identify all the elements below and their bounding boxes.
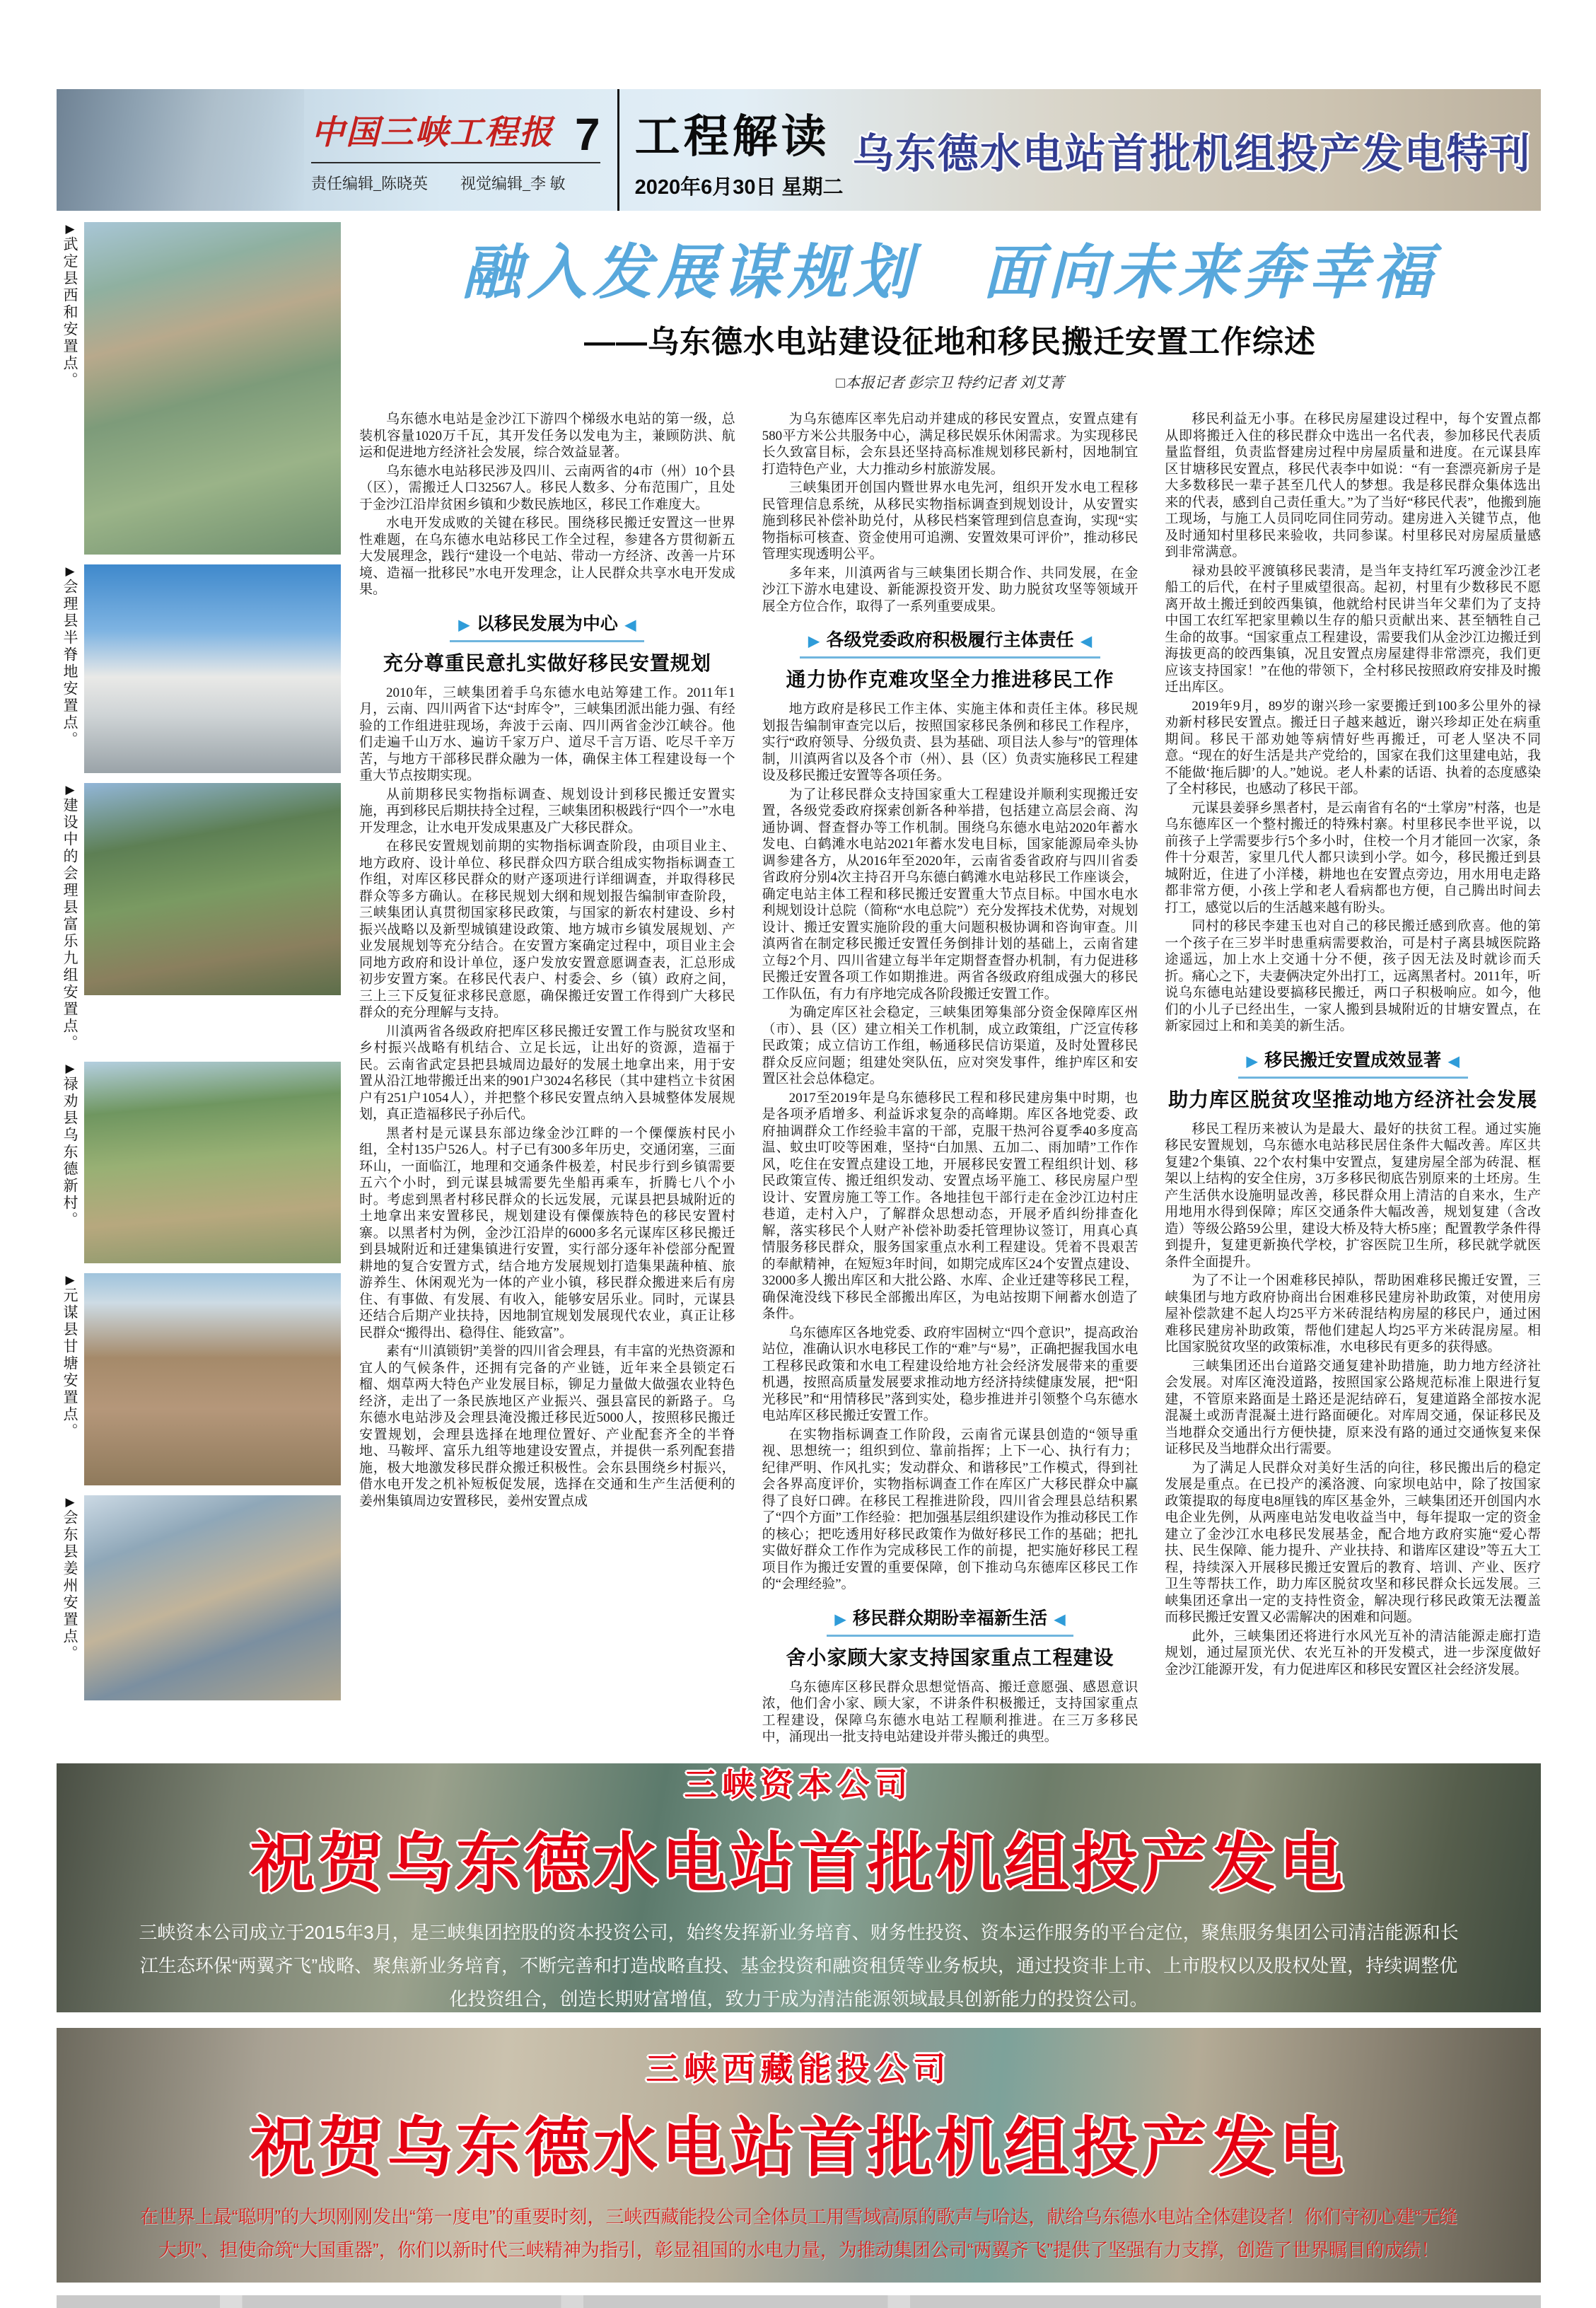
photo-huidong-jiangzhou (84, 1495, 341, 1700)
newspaper-name: 中国三峡工程报 (311, 115, 554, 151)
paragraph: 为了让移民群众支持国家重大工程建设并顺利实现搬迁安置，各级党委政府探索创新各种举措，包括建立高层会商、沟通协调、督查督办等工作机制。围绕乌东德水电站2020年蓄水发电、白鹤滩水电站2021年蓄水发电目标，国家能源局牵头协调参建各方，从2016年至2020年，云南省委省政府与四川省委省政府分别4次主持召开乌东德白鹤滩水电站移民工作座谈会，确定电站主体工程和移民搬迁安置重大节点目标。中国水电水利规划设计总院（简称“水电总院”）充分发挥技术优势，对规划设计、搬迁安置实施阶段的重大问题积极协调和咨询审查。川滇两省在制定移民搬迁安置任务倒排计划的基础上，云南省建立每2个月、四川省建立每半年定期督查督办机制，有力促进移民搬迁安置各项工作如期推进。两省各级政府组成强大的移民工作队伍，有力有序地完成各阶段搬迁安置工作。 (762, 787, 1138, 1002)
paragraph: 素有“川滇锁钥”美誉的四川省会理县，有丰富的光热资源和宜人的气候条件，还拥有完备的产业链，近年来全县锁定石榴、烟草两大特色产业发展目标，铆足力量做大做强农业特色经济，走出了一条民族地区产业振兴、强县富民的新路子。乌东德水电站涉及会理县淹没搬迁移民近5000人，按照移民搬迁安置规划，会理县选择在地理位置好、产业配套齐全的半脊地、马鞍坪、富乐九组等地建设安置点，并提供一系列配套措施，极大地激发移民群众搬迁积极性。会东县围绕乡村振兴，借水电开发之机补短板促发展，选择在交通和生产生活便利的姜州集镇周边安置移民，姜州安置点成 (359, 1344, 735, 1509)
ad-company-name: 三峡西藏能投公司 (646, 2050, 952, 2087)
masthead-left (304, 89, 600, 211)
arrow-right-icon: ▶ (458, 617, 470, 633)
paragraph: 在移民安置规划前期的实物指标调查阶段，由项目业主、地方政府、设计单位、移民群众四方联合组成实物指标调查工作组，对库区移民群众的财产逐项进行详细调查，并取得移民群众等多方确认。在移民规划大纲和规划报告编制审查阶段，三峡集团认真贯彻国家移民政策，与国家的新农村建设、乡村振兴战略以及新型城镇建设政策、地方城市乡镇发展规划、产业发展规划等充分结合。在安置方案确定过程中，项目业主会同地方政府和设计单位，逐户发放安置意愿调查表，汇总形成初步安置方案。在移民代表户、村委会、乡（镇）政府之间，三上三下反复征求移民意愿，确保搬迁安置工作得到广大移民群众的充分理解与支持。 (359, 839, 735, 1020)
paragraph: 从前期移民实物指标调查、规划设计到移民搬迁安置实施，再到移民后期扶持全过程，三峡集团积极践行“四个一”水电开发理念，让水电开发成果惠及广大移民群众。 (359, 787, 735, 835)
article-subtitle: ——乌东德水电站建设征地和移民搬迁安置工作综述 (584, 325, 1316, 359)
photo-huili-fule (84, 783, 341, 995)
page-fold-bar (57, 2295, 1541, 2308)
issue-date: 2020年6月30日 星期二 (634, 175, 844, 199)
caption-arrow-icon: ▶ (64, 1495, 77, 1509)
photo-caption (57, 1273, 78, 1485)
paragraph: 多年来，川滇两省与三峡集团长期合作、共同发展，在金沙江下游水电建设、新能源投资开发、助力脱贫攻坚等领域开展全方位合作，取得了一系列重要成果。 (762, 565, 1138, 614)
paragraph: 在实物指标调查工作阶段，云南省元谋县创造的“领导重视、思想统一；组织到位、靠前指挥；上下一心、执行有力；纪律严明、作风扎实；发动群众、和谐移民”工作模式，得到社会各界高度评价，实物指标调查工作在库区广大移民群众中赢得了良好口碑。在移民工程推进阶段，四川省会理县总结积累了“四个方面”工作经验：把加强基层组织建设作为推动移民工作的核心；把吃透用好移民政策作为做好移民工作的基础；把扎实做好群众工作作为完成移民工作的前提，把实施好移民工程项目作为搬迁安置的重要保障，创下推动乌东德库区移民工作的“会理经验”。 (762, 1427, 1138, 1591)
paragraph: 为了不让一个困难移民掉队，帮助困难移民搬迁安置，三峡集团与地方政府协商出台困难移民建房补助政策，对使用房屋补偿款建不起人均25平方米砖混结构房屋的移民户，通过困难移民建房补助政策，帮他们建起人均25平方米砖混房屋。相比国家脱贫攻坚的政策标准，水电移民有更多的获得感。 (1165, 1273, 1542, 1355)
ad-body-text: 三峡资本公司成立于2015年3月，是三峡集团控股的资本投资公司，始终发挥新业务培育、财务性投资、资本运作服务的平台定位，聚焦服务集团公司清洁能源和长江生态环保“两翼齐飞”战略、聚焦新业务培育，不断完善和打造战略直投、基金投资和融资租赁等业务板块，通过投资非上市、上市股权以及股权处置，持续调整优化投资组合，创造长期财富增值，致力于成为清洁能源领域最具创新能力的投资公司。 (139, 1922, 1459, 2010)
section-heading-line2: 通力协作克难攻坚全力推进移民工作 (786, 668, 1114, 690)
arrow-right-icon: ▶ (808, 634, 820, 649)
photo-luquan-wudongde-xincun (84, 1062, 341, 1263)
photo-caption-text: 元谋县甘塘安置点。 (62, 1287, 78, 1440)
paragraph: 地方政府是移民工作主体、实施主体和责任主体。移民规划报告编制审查完以后，按照国家移民条例和移民工作程序，实行“政府领导、分级负责、县为基础、项目法人参与”的管理体制，川滇两省以及各个市（州）、县（区）负责实施移民工程建设及移民搬迁安置等各项任务。 (762, 702, 1138, 783)
paragraph: 乌东德水电站是金沙江下游四个梯级水电站的第一级，总装机容量1020万千瓦，其开发任务以发电为主，兼顾防洪、航运和促进地方经济社会发展，综合效益显著。 (359, 412, 735, 460)
paragraph: 移民利益无小事。在移民房屋建设过程中，每个安置点都从即将搬迁入住的移民群众中选出一名代表，参加移民代表质量监督组，负责监督建房过程中房屋质量和进度。在元谋县库区甘塘移民安置点，移民代表李中如说：“有一套漂亮新房子是大多数移民一辈子甚至几代人的梦想。我是移民群众集体选出来的代表，感到自己责任重大。”为了当好“移民代表”，他搬到施工现场，与施工人员同吃同住同劳动。建房进入关键节点，他及时通知村里移民来验收，共同参谋。村里移民对房屋质量感到非常满意。 (1165, 412, 1542, 559)
section-block (617, 89, 844, 211)
ad-headline: 祝贺乌东德水电站首批机组投产发电 (250, 2111, 1348, 2184)
article-column-1 (359, 411, 735, 1748)
caption-arrow-icon: ▶ (64, 222, 77, 236)
paragraph: 禄劝县皎平渡镇移民裴清，是当年支持红军巧渡金沙江老船工的后代，在村子里威望很高。起初，村里有少数移民不愿离开故土搬迁到皎西集镇，他就给村民讲当年父辈们为了支持中国工农红军把家里赖以生存的船只贡献出来、甚至牺牲自己生命的故事。“国家重点工程建设，需要我们从金沙江边搬迁到海拔更高的皎西集镇，况且安置点房屋建得非常漂亮，我们更应该支持国家！”在他的带领下，全村移民按照政府安排及时搬迁出库区。 (1165, 563, 1542, 695)
photo-figure (57, 1495, 341, 1700)
paragraph: 同村的移民李建玉也对自己的移民搬迁感到欣喜。他的第一个孩子在三岁半时患重病需要救治，可是村子离县城医院路途遥远，加上水上交通十分不便，孩子因无法及时就诊而夭折。痛心之下，夫妻俩决定外出打工，远离黑者村。2011年，听说乌东德电站建设要搞移民搬迁，两口子积极响应。如今，他们的小儿子已经出生，一家人搬到县城附近的甘塘安置点，在新家园过上和和美美的新生活。 (1165, 919, 1542, 1033)
paragraph: 2019年9月，89岁的谢兴珍一家要搬迁到100多公里外的禄劝新村移民安置点。搬迁日子越来越近，谢兴珍却正处在病重期间。移民干部劝她等病情好些再搬迁，可老人坚决不同意。“现在的好生活是共产党给的，国家在我们这里建电站，我不能做‘拖后脚’的人。”她说。老人朴素的话语、执着的态度感染了全村移民，也感动了移民干部。 (1165, 698, 1542, 796)
paragraph: 水电开发成败的关键在移民。围绕移民搬迁安置这一世界性难题，在乌东德水电站移民工作全过程，参建各方贯彻新五大发展理念，践行“建设一个电站、带动一方经济、改善一片环境、造福一批移民”水电开发理念，让人民群众共享水电开发成果。 (359, 516, 735, 597)
paragraph: 此外，三峡集团还将进行水风光互补的清洁能源走廊打造规划，通过屋顶光伏、农光互补的开发模式，进一步深度做好金沙江能源开发，有力促进库区和移民安置区社会经济发展。 (1165, 1628, 1542, 1677)
article-columns (359, 411, 1541, 1748)
caption-arrow-icon: ▶ (64, 564, 77, 579)
photo-caption-text: 会理县半脊地安置点。 (62, 579, 78, 748)
paragraph: 乌东德库区各地党委、政府牢固树立“四个意识”，提高政治站位，准确认识水电移民工作的“难”与“易”，正确把握我国水电工程移民政策和水电工程建设给地方社会经济发展带来的重要机遇，按照高质量发展要求推动地方经济持续健康发展，把“阳光移民”和“用情移民”落到实处，稳步推进并引领整个乌东德水电站库区移民搬迁安置工作。 (762, 1325, 1138, 1423)
section-heading-line1: 移民搬迁安置成效显著 (1264, 1050, 1442, 1070)
paragraph: 为了满足人民群众对美好生活的向往，移民搬出后的稳定发展是重点。在已投产的溪洛渡、向家坝电站中，除了按国家政策提取的每度电8厘钱的库区基金外，三峡集团还开创国内水电企业先例，从两座电站发电收益当中，每年提取一定的资金建立了金沙江水电移民发展基金，配合地方政府实施“爱心帮扶、民生保障、能力提升、产业扶持、和谐库区建设”等五大工程，持续深入开展移民搬迁安置后的教育、培训、产业、医疗卫生等帮扶工作，助力库区脱贫攻坚和移民群众长远发展。三峡集团还拿出一定的支持性资金，解决现行移民政策无法覆盖而移民搬迁安置又必需解决的困难和问题。 (1165, 1460, 1542, 1625)
photo-yuanmou-gantang (84, 1273, 341, 1485)
paragraph: 黑者村是元谋县东部边缘金沙江畔的一个傈僳族村民小组，全村135户526人。村子已有300多年历史，交通闭塞，三面环山，一面临江，地理和交通条件极差，村民步行到乡镇需要五六个小时，到元谋县城需要先坐船再乘车，折腾七八个小时。考虑到黑者村移民群众的长远发展，元谋县把县城附近的土地拿出来安置移民，规划建设有傈僳族特色的移民安置村寨。以黑者村为例，金沙江沿岸的6000多名元谋库区移民搬迁到县城附近和迁建集镇进行安置，实行部分逐年补偿部分配置耕地的复合安置方式，结合地方发展规划打造集果蔬种植、旅游养生、休闲观光为一体的产业小镇，移民群众搬进来后有房住、有事做、有发展、有收入，能够安居乐业。同时，元谋县还结合后期产业扶持，因地制宜规划发展现代农业，真正让移民群众“搬得出、稳得住、能致富”。 (359, 1125, 735, 1340)
paragraph: 三峡集团开创国内暨世界水电先河，组织开发水电工程移民管理信息系统，从移民实物指标调查到规划设计，从安置实施到移民补偿补助兑付，从移民档案管理到信息查询，实现“实物指标可核查、资金使用可追溯、安置效果可评价”，推动移民管理实现透明公平。 (762, 480, 1138, 562)
photo-huili-banjidi (84, 564, 341, 773)
section-heading-line2: 舍小家顾大家支持国家重点工程建设 (786, 1646, 1114, 1669)
section-heading-line2: 助力库区脱贫攻坚推动地方经济社会发展 (1168, 1088, 1538, 1110)
article-byline: □本报记者 彭宗卫 特约记者 刘艾菁 (836, 374, 1064, 391)
photo-figure (57, 1062, 341, 1263)
photo-figure (57, 783, 341, 1052)
section-heading (762, 626, 1138, 692)
special-edition-title: 乌东德水电站首批机组投产发电特刊 (852, 131, 1532, 177)
photo-caption (57, 1062, 78, 1263)
section-heading-line1: 以移民发展为中心 (476, 613, 618, 634)
paragraph: 2010年，三峡集团着手乌东德水电站筹建工作。2011年1月，云南、四川两省下达“封库令”，三峡集团派出能力强、有经验的工作组进驻现场，奔波于云南、四川两省金沙江峡谷。他们走遍千山万水、遍访千家万户、道尽千言万语、吃尽千辛万苦，与地方干部移民群众融为一体，确保主体工程建设每一个重大节点按期实现。 (359, 685, 735, 783)
photo-caption-text: 武定县西和安置点。 (62, 236, 78, 389)
photo-caption-text: 建设中的会理县富乐九组安置点。 (62, 797, 78, 1052)
photo-wuding-xihe (84, 222, 341, 555)
arrow-left-icon: ◀ (1448, 1053, 1460, 1069)
page-number: 7 (575, 108, 600, 160)
paragraph: 三峡集团还出台道路交通复建补助措施，助力地方经济社会发展。对库区淹没道路，按照国家公路规范标准上限进行复建，不管原来路面是土路还是泥结碎石，复建道路全部按水泥混凝土或沥青混凝土进行路面硬化。对库周交通，保证移民及当地群众交通出行方便快捷，原来没有路的通过交通恢复来保证移民及当地群众出行需要。 (1165, 1358, 1542, 1456)
arrow-left-icon: ◀ (1080, 634, 1092, 649)
paragraph: 移民工程历来被认为是最大、最好的扶贫工程。通过实施移民安置规划，乌东德水电站移民居住条件大幅改善。库区共复建2个集镇、22个农村集中安置点，复建房屋全部为砖混、框架以上结构的安全住房，3万多移民彻底告别原来的土坯房。生产生活供水设施明显改善，移民群众用上清洁的自来水，生产用地用水得到保障；库区交通条件大幅改善，规划复建（含改造）等级公路59公里，建设大桥及特大桥5座；配置教学条件得到提升，复建更新换代学校，扩容医院卫生所，移民就学就医条件全面提升。 (1165, 1121, 1542, 1270)
section-heading (359, 610, 735, 676)
paragraph: 为乌东德库区率先启动并建成的移民安置点，安置点建有580平方米公共服务中心，满足移民娱乐休闲需求。为实现移民长久致富目标，会东县还坚持高标准规划移民新村，因地制宜打造特色产业，大力推动乡村旅游发展。 (762, 412, 1138, 477)
caption-arrow-icon: ▶ (64, 1273, 77, 1287)
section-heading-line2: 充分尊重民意扎实做好移民安置规划 (383, 651, 711, 674)
visual-editor: 视觉编辑_李 敏 (460, 175, 566, 192)
arrow-right-icon: ▶ (1246, 1053, 1258, 1069)
article-title: 融入发展谋规划 面向未来奔幸福 (462, 240, 1438, 306)
photo-figure (57, 564, 341, 773)
paragraph: 2017至2019年是乌东德移民工程和移民建房集中时期，也是各项矛盾增多、利益诉求复杂的高峰期。库区各地党委、政府抽调群众工作经验丰富的干部，克服干热河谷夏季40多度高温、蚊虫叮咬等困难，坚持“白加黑、五加二、雨加晴”工作作风，吃住在安置点建设工地，开展移民安置工程组织计划、移民政策宣传、搬迁组织发动、安置点场平施工、移民房屋户型设计、安置房施工等工作。各地挂包干部行走在金沙江边村庄巷道，走村入户，了解群众思想动态，开展矛盾纠纷排查化解，落实移民个人财产补偿补助委托管理协议签订，用真心真情服务移民群众，服务国家重点水利工程建设。凭着不畏艰苦的奉献精神，在短短3年时间，如期完成库区24个安置点建设、32000多人搬出库区和大批公路、水库、企业迁建等移民工程，确保淹没线下移民全部搬出库区，为电站按期下闸蓄水创造了条件。 (762, 1090, 1138, 1321)
masthead (57, 89, 1541, 211)
section-name: 工程解读 (634, 110, 830, 162)
main-content (57, 222, 1541, 1748)
article-column-2 (762, 411, 1138, 1748)
paragraph: 乌东德库区移民群众思想觉悟高、搬迁意愿强、感恩意识浓，他们舍小家、顾大家，不讲条件积极搬迁，支持国家重点工程建设，保障乌东德水电站工程顺利推进。在三万多移民中，涌现出一批支持电站建设并带头搬迁的典型。 (762, 1679, 1138, 1744)
ad-headline: 祝贺乌东德水电站首批机组投产发电 (250, 1828, 1348, 1901)
article (359, 222, 1541, 1748)
arrow-right-icon: ▶ (834, 1611, 846, 1628)
section-heading (762, 1604, 1138, 1671)
photo-caption-text: 会东县姜州安置点。 (62, 1509, 78, 1662)
paragraph: 乌东德水电站移民涉及四川、云南两省的4市（州）10个县（区），需搬迁人口32567人。移民人数多、分布范围广，且处于金沙江沿岸贫困乡镇和少数民族地区，移民工作难度大。 (359, 463, 735, 512)
photo-caption (57, 564, 78, 773)
photo-caption (57, 783, 78, 1052)
dam-spillway-photo (57, 89, 304, 211)
photo-caption (57, 1495, 78, 1700)
caption-arrow-icon: ▶ (64, 783, 77, 797)
ad-sanxia-tibet-energy (57, 2028, 1541, 2283)
ad-company-name: 三峡资本公司 (684, 1766, 914, 1804)
ad-body-text: 在世界上最“聪明”的大坝刚刚发出“第一度电”的重要时刻，三峡西藏能投公司全体员工用雪域高原的歌声与哈达，献给乌东德水电站全体建设者！你们守初心建“无缝大坝”、担使命筑“大国重器”，你们以新时代三峡精神为指引，彰显祖国的水电力量，为推动集团公司“两翼齐飞”提供了坚强有力支撑，创造了世界瞩目的成绩！ (139, 2205, 1458, 2261)
arrow-left-icon: ◀ (624, 617, 636, 633)
paragraph: 川滇两省各级政府把库区移民搬迁安置工作与脱贫攻坚和乡村振兴战略有机结合、立足长远，让出好的资源，造福于民。云南省武定县把县城周边最好的发展土地拿出来，用于安置从沿江地带搬迁出来的901户3024名移民（其中建档立卡贫困户有251户1054人），并把整个移民安置点纳入县城整体发展规划，真正造福移民子孙后代。 (359, 1023, 735, 1122)
ad-sanxia-capital (57, 1763, 1541, 2012)
section-heading-line1: 各级党委政府积极履行主体责任 (826, 630, 1074, 650)
section-heading-line1: 移民群众期盼幸福新生活 (853, 1608, 1048, 1628)
photo-figure (57, 222, 341, 555)
paragraph: 为确定库区社会稳定，三峡集团筹集部分资金保障库区州（市）、县（区）建立相关工作机制，成立政策组，广泛宣传移民政策；成立信访工作组，畅通移民信访渠道，及时处置移民群众反应问题；组建处突队伍，应对突发事件，维护库区和安置区社会总体稳定。 (762, 1005, 1138, 1086)
photo-caption (57, 222, 78, 555)
section-heading (1165, 1046, 1541, 1113)
duty-editor: 责任编辑_陈晓英 (311, 175, 429, 192)
photo-strip (57, 222, 341, 1748)
caption-arrow-icon: ▶ (64, 1062, 77, 1076)
photo-caption-text: 禄劝县乌东德新村。 (62, 1076, 78, 1229)
article-column-3 (1165, 411, 1541, 1748)
photo-figure (57, 1273, 341, 1485)
arrow-left-icon: ◀ (1054, 1611, 1066, 1628)
paragraph: 元谋县姜驿乡黑者村，是云南省有名的“土掌房”村落，也是乌东德库区一个整村搬迁的特殊村寨。村里移民李世平说，以前孩子上学需要步行5个多小时，住校一个月才能回一次家，条件十分艰苦，家里几代人都只读到小学。如今，移民搬迁到县城附近，住进了小洋楼，耕地也在安置点旁边，用水用电走路都非常方便，小孩上学和老人看病都也方便，自己腾出时间去打工，感觉以后的生活越来越有盼头。 (1165, 800, 1542, 915)
